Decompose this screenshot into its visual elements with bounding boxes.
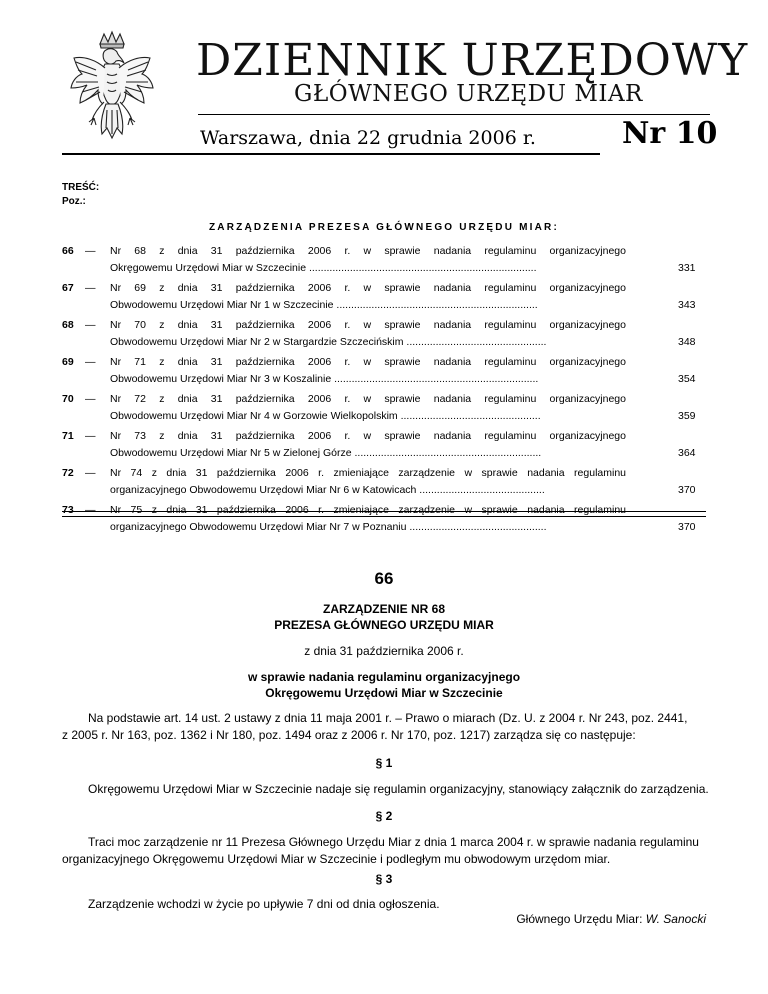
toc-entry-title-continued: Obwodowemu Urzędowi Miar Nr 2 w Stargardzie Szczecińskim ................................................ bbox=[110, 336, 547, 348]
preamble-line: Na podstawie art. 14 ust. 2 ustawy z dnia 11 maja 2001 r. – Prawo o miarach (Dz. U. z 2004 r. Nr 243, poz. 2441, bbox=[88, 711, 688, 725]
act-subject: w sprawie nadania regulaminu organizacyjnego bbox=[247, 670, 521, 684]
section-line: Okręgowemu Urzędowi Miar w Szczecinie nadaje się regulamin organizacyjny, stanowiący załącznik do zarządzenia. bbox=[88, 782, 709, 796]
toc-entry-number: 68 bbox=[62, 319, 74, 331]
section-line: Zarządzenie wchodzi w życie po upływie 7 dni od dnia ogłoszenia. bbox=[88, 897, 440, 911]
toc-entry-title: Nr 74 z dnia 31 października 2006 r. zmieniające zarządzenie w sprawie nadania regulaminu bbox=[110, 467, 626, 479]
header-divider bbox=[198, 114, 710, 115]
toc-entry[interactable] bbox=[62, 428, 706, 465]
toc-end-double-rule bbox=[62, 511, 706, 517]
toc-entry-page: 354 bbox=[678, 373, 696, 385]
toc-entry-dash: — bbox=[85, 430, 96, 442]
toc-entry-dash: — bbox=[85, 319, 96, 331]
act-preamble bbox=[62, 710, 706, 744]
toc-entry-dash: — bbox=[85, 467, 96, 479]
toc-entry-page: 331 bbox=[678, 262, 696, 274]
toc-entry-page: 359 bbox=[678, 410, 696, 422]
toc-entry-title: Nr 75 z dnia 31 października 2006 r. zmieniające zarządzenie w sprawie nadania regulaminu bbox=[110, 504, 626, 516]
issue-number: Nr 10 bbox=[622, 116, 718, 151]
preamble-line: z 2005 r. Nr 163, poz. 1362 i Nr 180, poz. 1494 oraz z 2006 r. Nr 170, poz. 1217) zarządza się co następuje: bbox=[62, 728, 636, 742]
act-date: z dnia 31 października 2006 r. bbox=[304, 644, 464, 658]
issue-date: Warszawa, dnia 22 grudnia 2006 r. bbox=[200, 127, 536, 149]
toc-entry-number: 70 bbox=[62, 393, 74, 405]
toc-entry-page: 370 bbox=[678, 484, 696, 496]
signature-office: Głównego Urzędu Miar: bbox=[516, 912, 643, 926]
toc-entry-dash: — bbox=[85, 356, 96, 368]
section-2-text bbox=[62, 834, 706, 868]
toc-entry-page: 343 bbox=[678, 299, 696, 311]
section-mark-1: § 1 bbox=[375, 756, 393, 770]
toc-entry[interactable] bbox=[62, 243, 706, 280]
act-title: ZARZĄDZENIE NR 68 bbox=[322, 602, 445, 616]
toc-entry-title: Nr 72 z dnia 31 października 2006 r. w sprawie nadania regulaminu organizacyjnego bbox=[110, 393, 626, 405]
toc-entry[interactable] bbox=[62, 354, 706, 391]
section-line: organizacyjnego Okręgowemu Urzędowi Miar w Szczecinie i podległym mu obwodowym urzędom miar. bbox=[62, 852, 611, 866]
toc-entry-title-continued: Obwodowemu Urzędowi Miar Nr 3 w Koszalinie ...................................................................... bbox=[110, 373, 539, 385]
act-subject-continued: Okręgowemu Urzędowi Miar w Szczecinie bbox=[265, 686, 503, 700]
toc-entry-page: 348 bbox=[678, 336, 696, 348]
section-line: Traci moc zarządzenie nr 11 Prezesa Głównego Urzędu Miar z dnia 1 marca 2004 r. w sprawie nadania regulaminu bbox=[88, 835, 699, 849]
publication-title: DZIENNIK URZĘDOWY bbox=[196, 35, 749, 86]
section-mark-2: § 2 bbox=[375, 809, 393, 823]
toc-entry-page: 370 bbox=[678, 521, 696, 533]
toc-entry[interactable] bbox=[62, 391, 706, 428]
toc-entry-number: 72 bbox=[62, 467, 74, 479]
toc-entry-title: Nr 71 z dnia 31 października 2006 r. w sprawie nadania regulaminu organizacyjnego bbox=[110, 356, 626, 368]
act-position-number: 66 bbox=[374, 569, 394, 588]
toc-entry[interactable] bbox=[62, 465, 706, 502]
toc-entry-dash: — bbox=[85, 282, 96, 294]
toc-entry[interactable] bbox=[62, 502, 706, 539]
publication-subtitle: GŁÓWNEGO URZĘDU MIAR bbox=[294, 81, 643, 107]
toc-entry-title-continued: Okręgowemu Urzędowi Miar w Szczecinie .............................................................................. bbox=[110, 262, 537, 274]
toc-entry-title-continued: Obwodowemu Urzędowi Miar Nr 5 w Zielonej Górze ................................................................ bbox=[110, 447, 542, 459]
toc-entry-dash: — bbox=[85, 504, 96, 516]
toc-entry-title-continued: Obwodowemu Urzędowi Miar Nr 4 w Gorzowie Wielkopolskim ................................................ bbox=[110, 410, 541, 422]
section-mark-3: § 3 bbox=[375, 872, 393, 886]
toc-entry-title: Nr 73 z dnia 31 października 2006 r. w sprawie nadania regulaminu organizacyjnego bbox=[110, 430, 626, 442]
signature bbox=[516, 911, 706, 927]
signature-name: W. Sanocki bbox=[645, 912, 706, 926]
toc-entry-number: 73 bbox=[62, 504, 74, 516]
polish-eagle-emblem-icon bbox=[62, 30, 162, 155]
toc-entry-title: Nr 69 z dnia 31 października 2006 r. w sprawie nadania regulaminu organizacyjnego bbox=[110, 282, 626, 294]
toc-entry-number: 71 bbox=[62, 430, 74, 442]
toc-entry[interactable] bbox=[62, 280, 706, 317]
section-1-text bbox=[62, 781, 709, 798]
toc-entry-page: 364 bbox=[678, 447, 696, 459]
toc-entry-title: Nr 70 z dnia 31 października 2006 r. w sprawie nadania regulaminu organizacyjnego bbox=[110, 319, 626, 331]
toc-heading: ZARZĄDZENIA PREZESA GŁÓWNEGO URZĘDU MIAR: bbox=[208, 222, 559, 233]
header-bottom-rule bbox=[62, 153, 600, 155]
toc-entry-number: 66 bbox=[62, 245, 74, 257]
toc-entry-number: 69 bbox=[62, 356, 74, 368]
act-issuer: PREZESA GŁÓWNEGO URZĘDU MIAR bbox=[274, 618, 494, 632]
toc-position-label: Poz.: bbox=[62, 196, 86, 207]
toc-entry-number: 67 bbox=[62, 282, 74, 294]
toc-entry-title: Nr 68 z dnia 31 października 2006 r. w sprawie nadania regulaminu organizacyjnego bbox=[110, 245, 626, 257]
toc-entry[interactable] bbox=[62, 317, 706, 354]
toc-entry-title-continued: organizacyjnego Obwodowemu Urzędowi Miar Nr 7 w Poznaniu ............................................... bbox=[110, 521, 547, 533]
toc-entry-dash: — bbox=[85, 393, 96, 405]
toc-label: TREŚĆ: bbox=[62, 182, 100, 193]
toc-entry-title-continued: Obwodowemu Urzędowi Miar Nr 1 w Szczecinie ..................................................................... bbox=[110, 299, 538, 311]
toc-entry-title-continued: organizacyjnego Obwodowemu Urzędowi Miar Nr 6 w Katowicach ........................................... bbox=[110, 484, 545, 496]
toc-list bbox=[62, 243, 706, 539]
toc-entry-dash: — bbox=[85, 245, 96, 257]
